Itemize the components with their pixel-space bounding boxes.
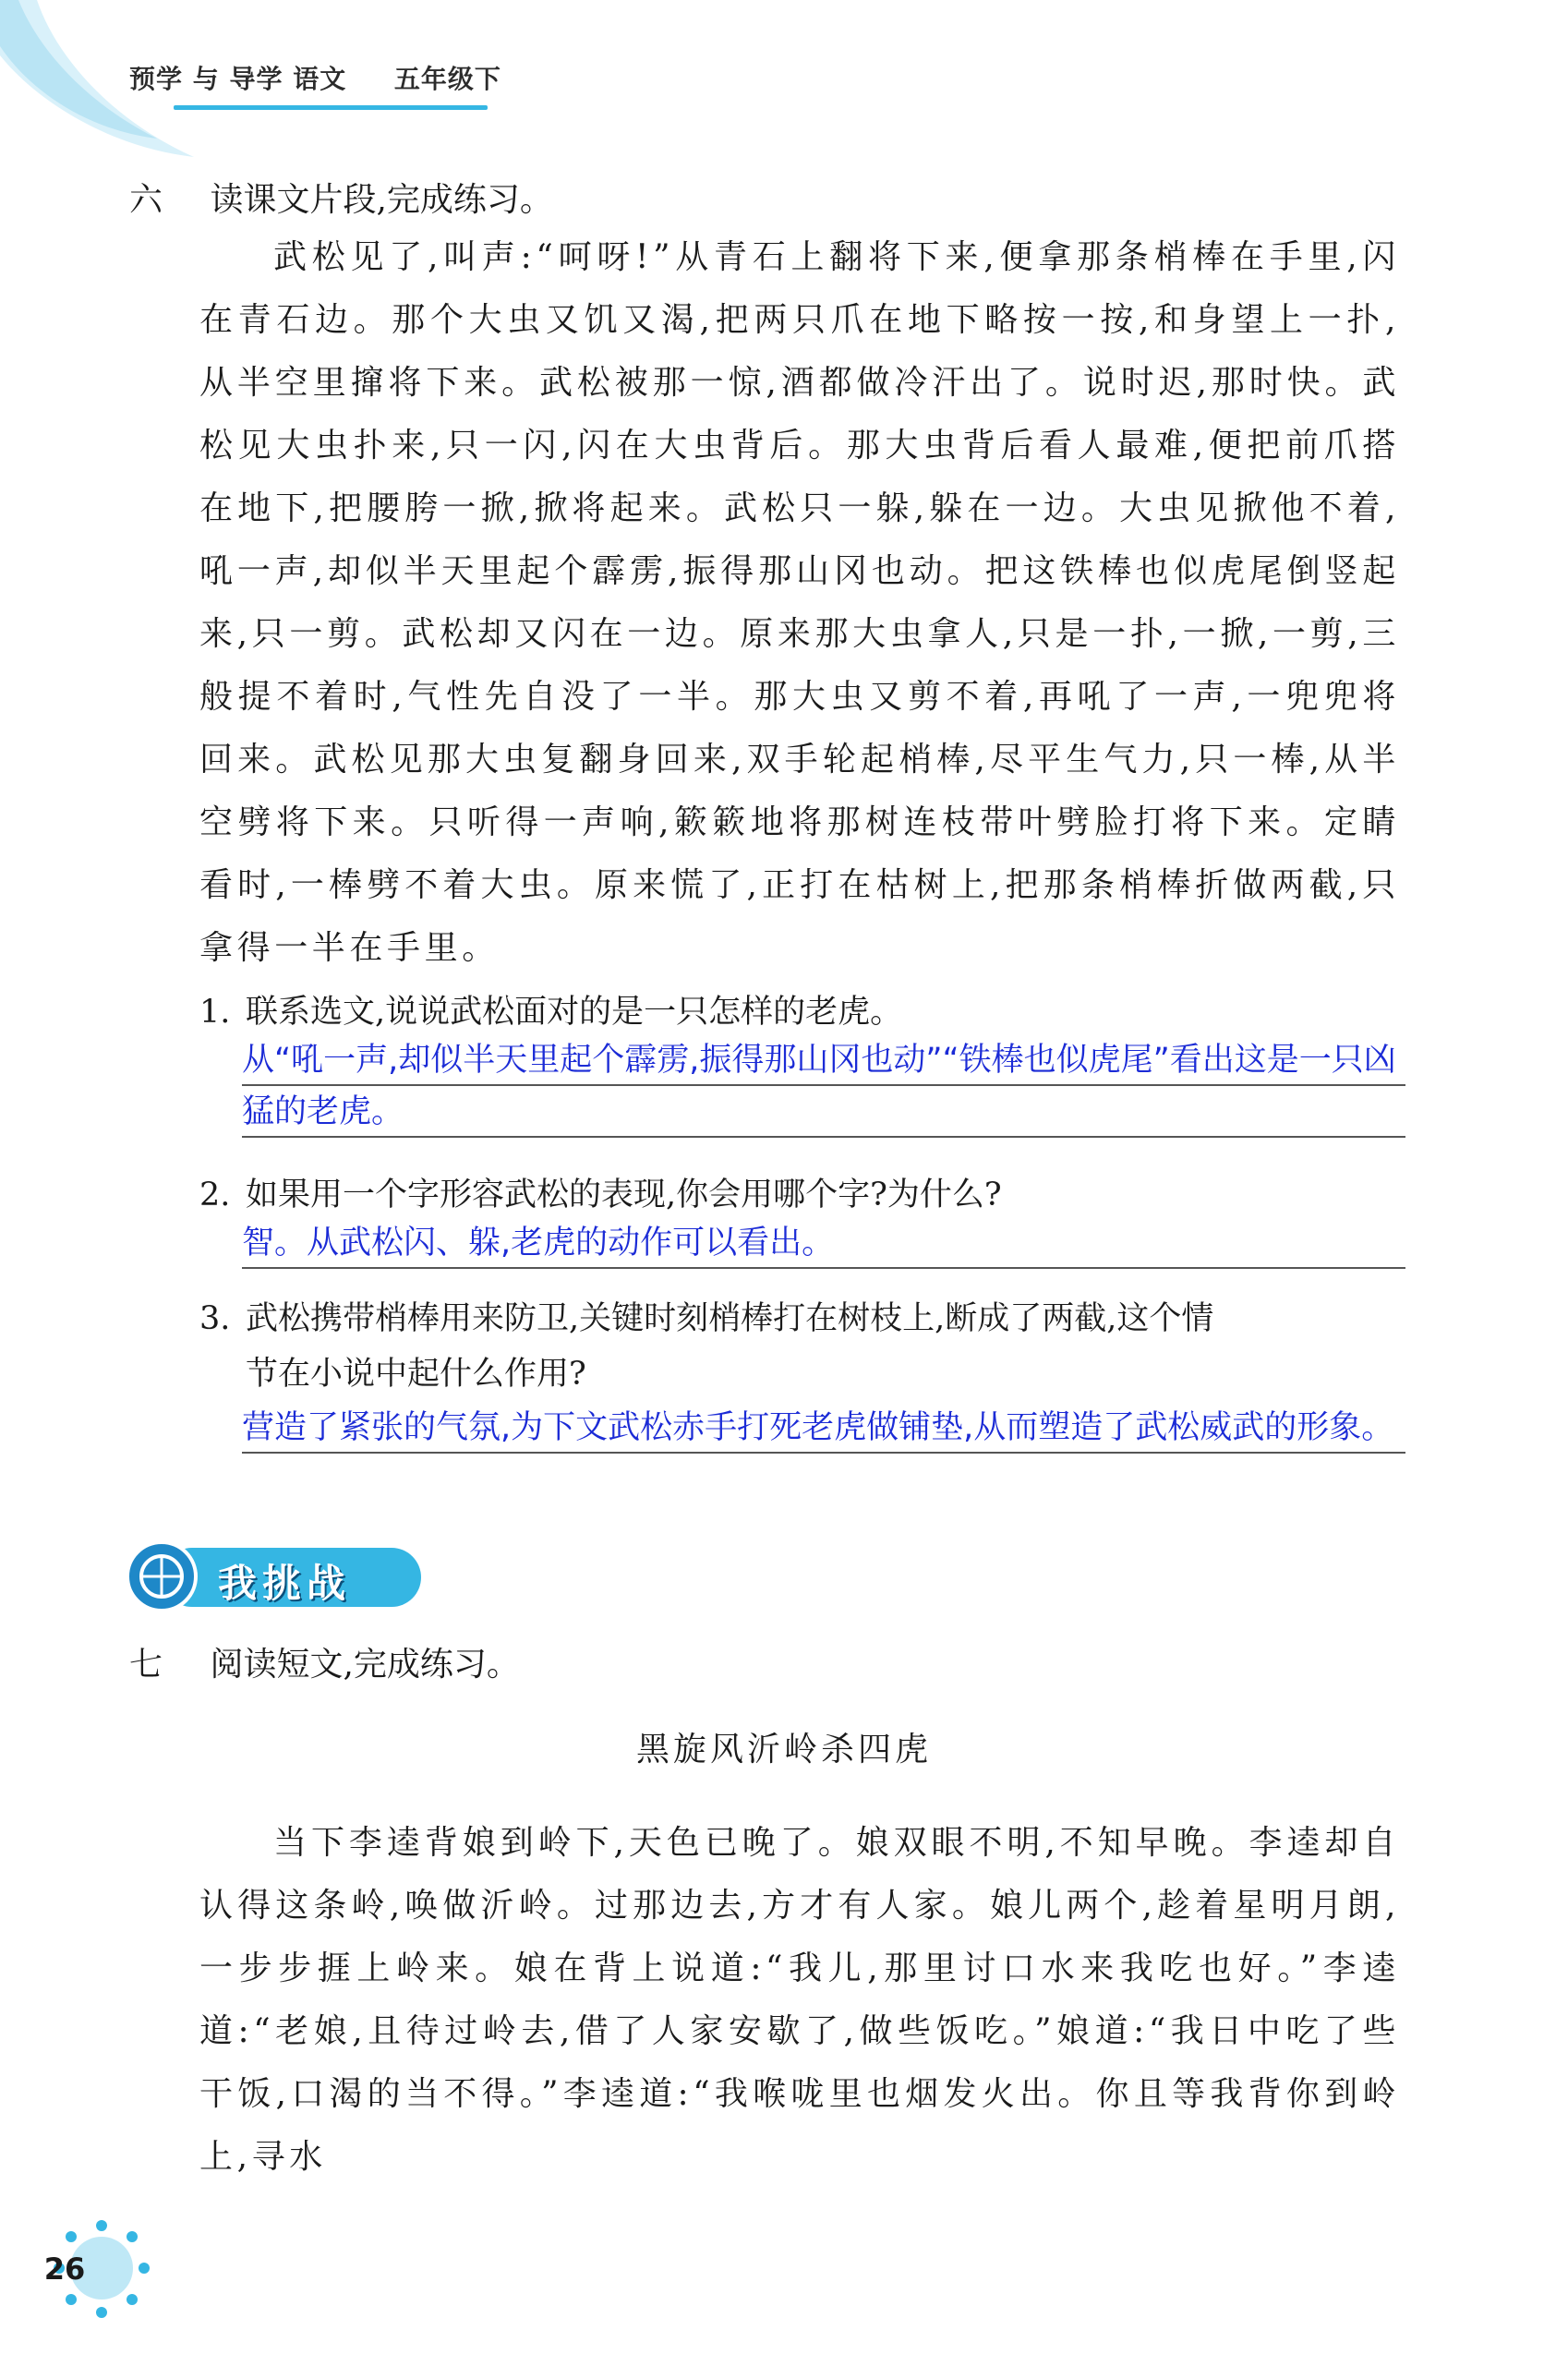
answer-1: 从“吼一声,却似半天里起个霹雳,振得那山冈也动”“铁棒也似虎尾”看出这是一只凶猛的老虎。 (242, 1034, 1405, 1138)
question-2 (199, 1167, 1002, 1223)
story-passage: 当下李逵背娘到岭下,天色已晚了。娘双眼不明,不知早晚。李逵却自认得这条岭,唤做沂岭。过那边去,方才有人家。娘儿两个,趁着星明月朗,一步步捱上岭来。娘在背上说道:“我儿,那里讨口水来我吃也好。”李逵道:“老娘,且待过岭去,借了人家安歇了,做些饭吃。”娘道:“我日中吃了些干饭,口渴的当不得。”李逵道:“我喉咙里也烟发火出。你且等我背你到岭上,寻水 (199, 1824, 1400, 2176)
question-3 (199, 1291, 1213, 1402)
grade: 五年级下 (393, 64, 501, 94)
question-number: 1. (199, 994, 231, 1031)
banner-disc-icon (126, 1540, 198, 1612)
banner-title: 我挑战 (218, 1561, 352, 1606)
book-name: 预学 (129, 64, 184, 94)
section-7-heading (129, 1638, 520, 1685)
question-text: 联系选文,说说武松面对的是一只怎样的老虎。 (246, 994, 903, 1031)
question-number: 2. (199, 1177, 231, 1213)
page-number: 26 (43, 2251, 86, 2287)
section-number: 七 (129, 1646, 163, 1684)
header-rule (174, 105, 488, 110)
question-text-continued: 节在小说中起什么作用? (246, 1356, 586, 1393)
challenge-banner (126, 1540, 421, 1614)
reading-passage: 武松见了,叫声:“呵呀!”从青石上翻将下来,便拿那条梢棒在手里,闪在青石边。那个大虫又饥又渴,把两只爪在地下略按一按,和身望上一扑,从半空里撺将下来。武松被那一惊,酒都做冷汗出了。说时迟,那时快。武松见大虫扑来,只一闪,闪在大虫背后。那大虫背后看人最难,便把前爪搭在地下,把腰胯一掀,掀将起来。武松只一躲,躲在一边。大虫见掀他不着,吼一声,却似半天里起个霹雳,振得那山冈也动。把这铁棒也似虎尾倒竖起来,只一剪。武松却又闪在一边。原来那大虫拿人,只是一扑,一掀,一剪,三般提不着时,气性先自没了一半。那大虫又剪不着,再吼了一声,一兜兜将回来。武松见那大虫复翻身回来,双手轮起梢棒,尽平生气力,只一棒,从半空劈将下来。只听得一声响,簌簌地将那树连枝带叶劈脸打将下来。定睛看时,一棒劈不着大虫。原来慌了,正打在枯树上,把那条梢棒折做两截,只拿得一半在手里。 (199, 238, 1400, 967)
section-title: 读课文片段,完成练习。 (210, 181, 553, 219)
section-title: 阅读短文,完成练习。 (210, 1646, 520, 1684)
answer-2: 智。从武松闪、躲,老虎的动作可以看出。 (242, 1217, 1405, 1269)
question-number: 3. (199, 1300, 231, 1337)
section-number: 六 (129, 181, 163, 219)
book-conj: 与 (192, 64, 220, 94)
answer-3: 营造了紧张的气氛,为下文武松赤手打死老虎做铺垫,从而塑造了武松威武的形象。 (242, 1402, 1405, 1454)
question-text: 武松携带梢棒用来防卫,关键时刻梢棒打在树枝上,断成了两截,这个情 (246, 1300, 1214, 1337)
subject: 语文 (293, 64, 347, 94)
question-1 (199, 984, 902, 1040)
story-title: 黑旋风沂岭杀四虎 (635, 1731, 932, 1768)
running-head (129, 59, 501, 96)
book-name-2: 导学 (229, 64, 283, 94)
question-text: 如果用一个字形容武松的表现,你会用哪个字?为什么? (246, 1177, 1002, 1213)
section-6-heading (129, 174, 553, 221)
